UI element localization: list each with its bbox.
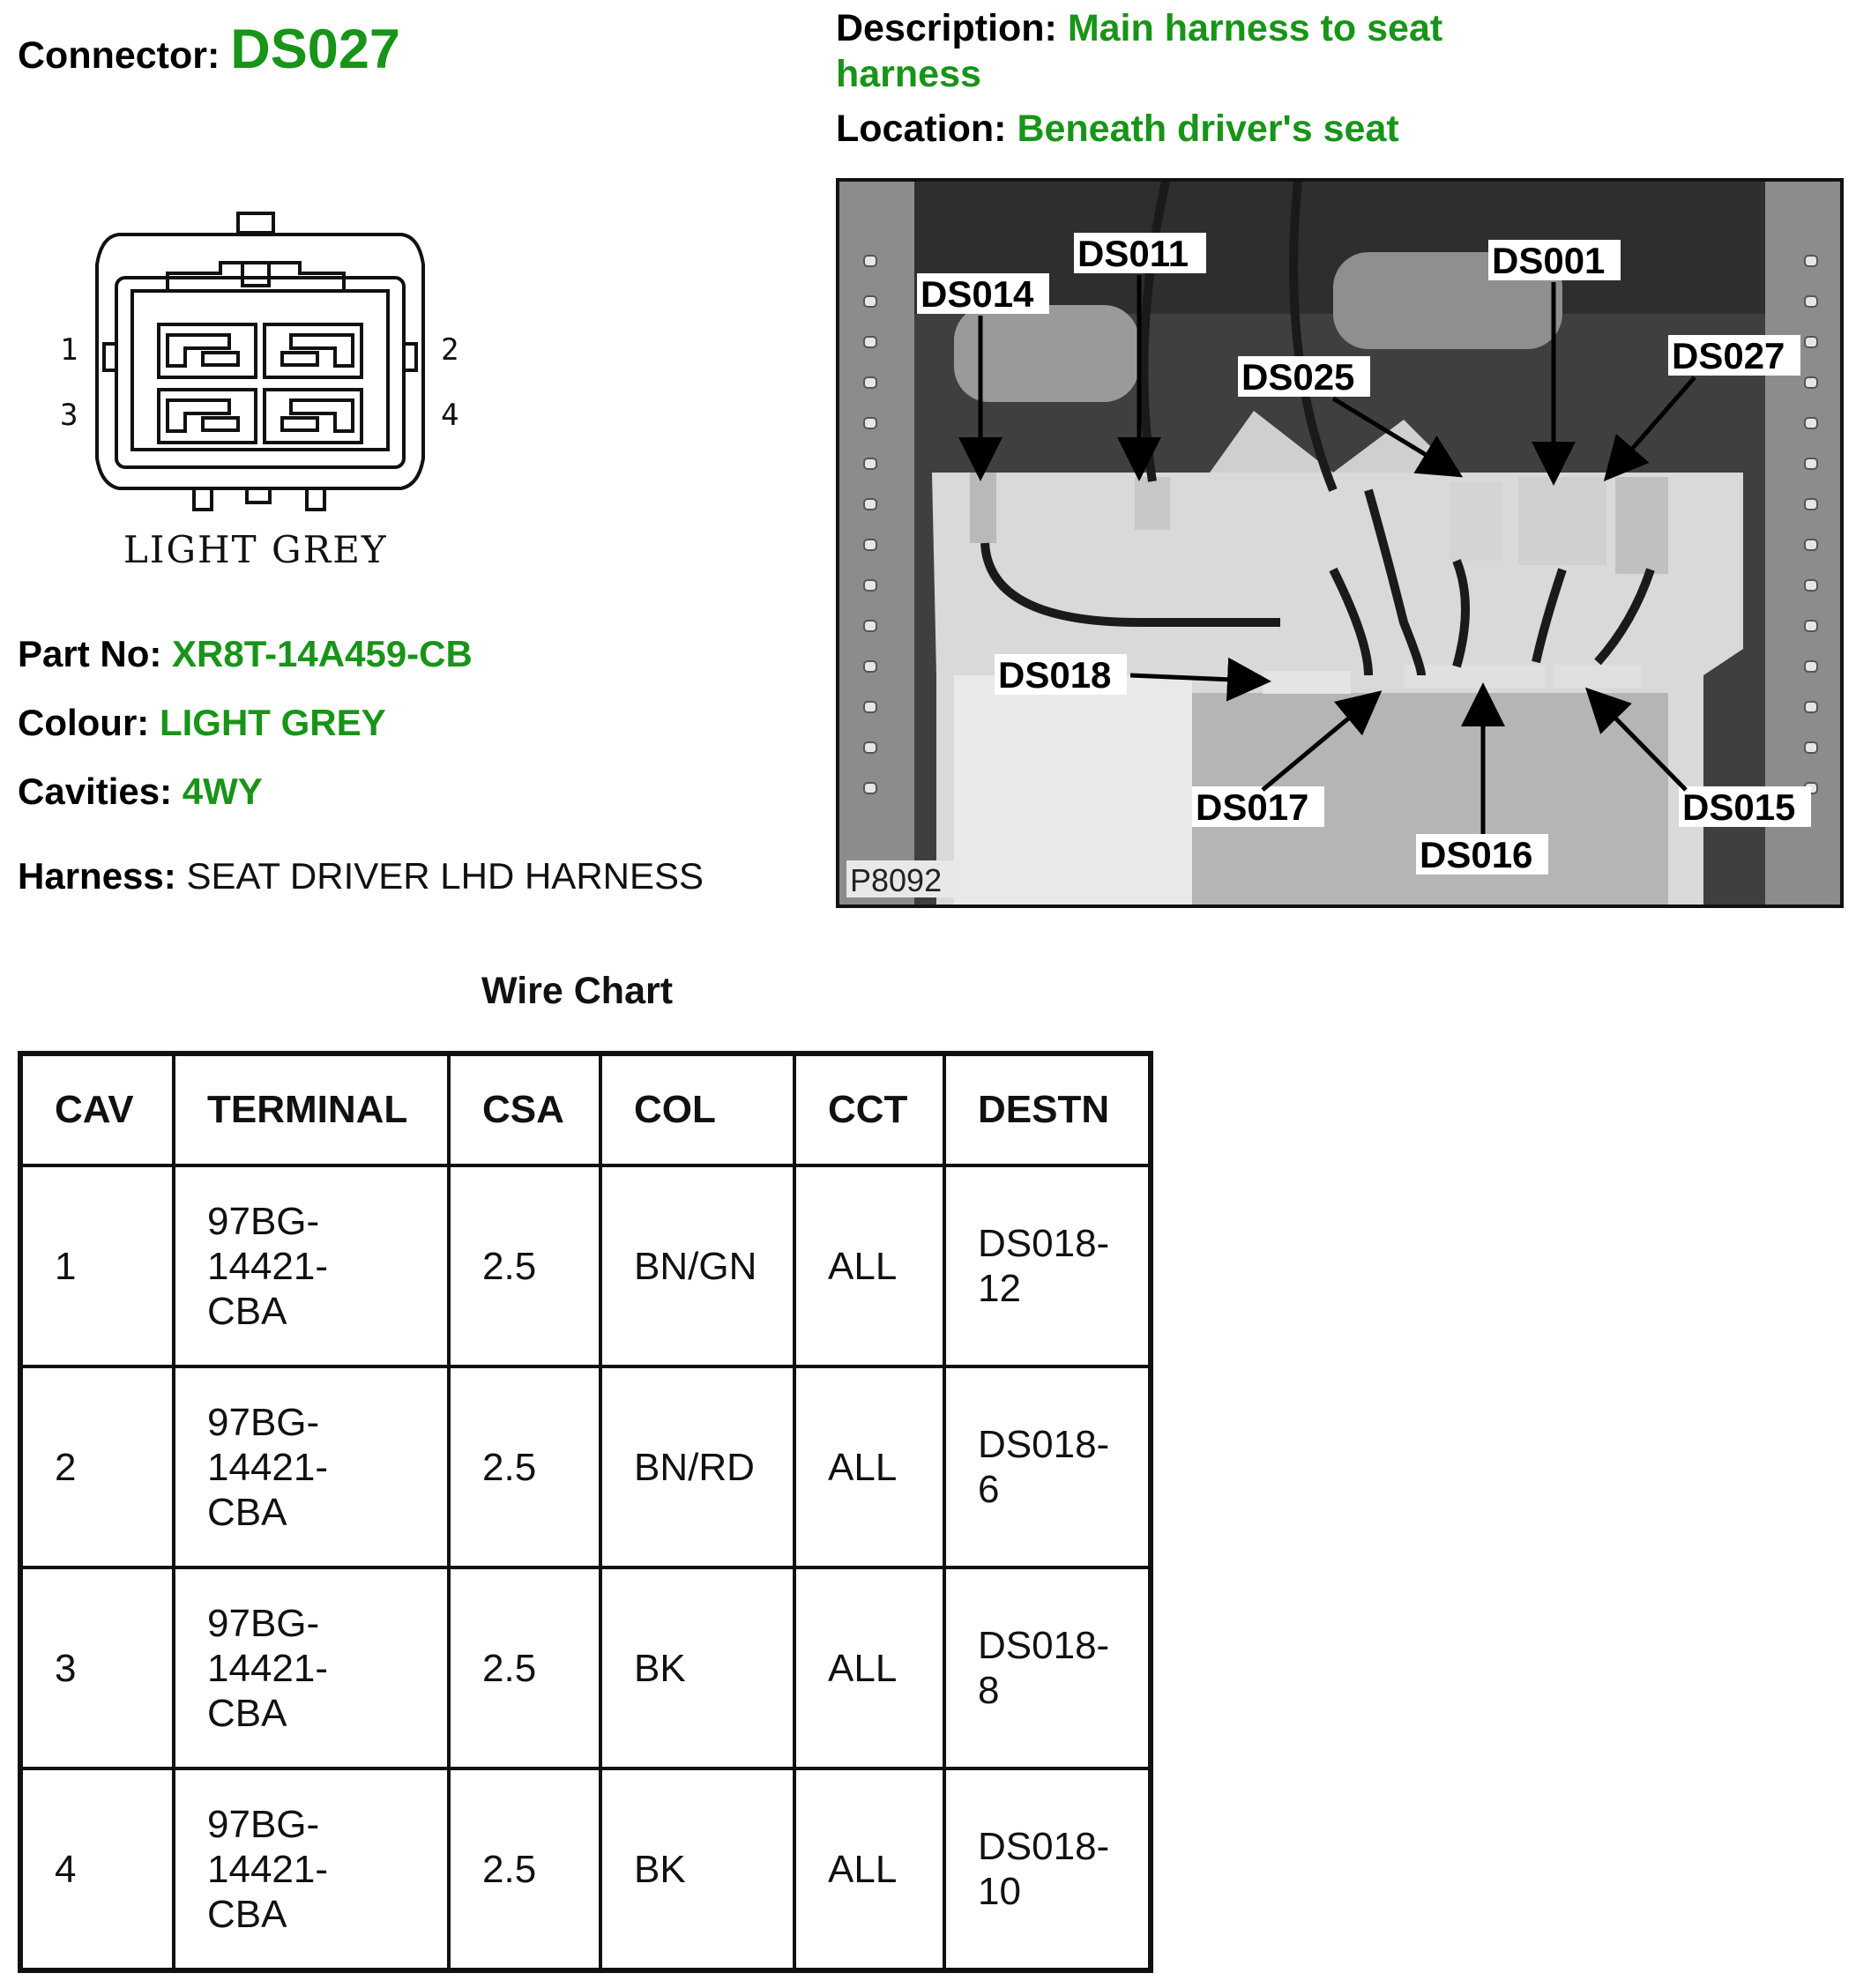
table-row — [20, 1366, 1151, 1567]
figure-id: P8092 — [850, 862, 943, 898]
description-label: Description: — [836, 7, 1057, 49]
wire-chart-table — [18, 1051, 1153, 1973]
table-header-row — [20, 1054, 1151, 1165]
part-number — [18, 633, 473, 675]
callout-ds018: DS018 — [998, 654, 1112, 696]
location-label: Location: — [836, 108, 1007, 150]
part-number-label: Part No: — [18, 633, 162, 674]
cell-cav: 3 — [20, 1567, 174, 1768]
cell-destn: DS018- 8 — [944, 1567, 1151, 1768]
cell-csa: 2.5 — [449, 1366, 600, 1567]
header-destn: DESTN — [944, 1054, 1151, 1165]
header-cav: CAV — [20, 1054, 174, 1165]
location-value: Beneath driver's seat — [1017, 108, 1399, 150]
cavities — [18, 771, 263, 813]
description — [836, 5, 1559, 97]
header-csa: CSA — [449, 1054, 600, 1165]
callout-ds017: DS017 — [1196, 786, 1309, 828]
cell-csa: 2.5 — [449, 1165, 600, 1366]
header-col: COL — [600, 1054, 794, 1165]
cell-destn: DS018- 6 — [944, 1366, 1151, 1567]
cell-col: BK — [600, 1567, 794, 1768]
connector-id: DS027 — [230, 19, 400, 80]
cell-terminal: 97BG- 14421- CBA — [174, 1366, 449, 1567]
harness-value: SEAT DRIVER LHD HARNESS — [186, 855, 704, 897]
cell-cct: ALL — [794, 1768, 944, 1970]
pinout-colour-caption: LIGHT GREY — [123, 528, 388, 571]
pin-number-1: 1 — [60, 332, 78, 368]
colour — [18, 702, 386, 744]
pin-number-4: 4 — [441, 398, 459, 433]
connector-label: Connector: — [18, 34, 220, 77]
connector-pinout-diagram — [53, 203, 511, 591]
callout-ds015: DS015 — [1682, 786, 1796, 828]
cell-col: BN/RD — [600, 1366, 794, 1567]
colour-value: LIGHT GREY — [159, 702, 386, 743]
callout-ds027: DS027 — [1672, 335, 1785, 376]
cell-cct: ALL — [794, 1366, 944, 1567]
cell-cav: 2 — [20, 1366, 174, 1567]
part-number-value: XR8T-14A459-CB — [172, 633, 473, 674]
header-terminal: TERMINAL — [174, 1054, 449, 1165]
cell-cav: 1 — [20, 1165, 174, 1366]
table-row — [20, 1165, 1151, 1366]
callout-ds011: DS011 — [1077, 233, 1189, 274]
cell-csa: 2.5 — [449, 1567, 600, 1768]
wire-chart-title: Wire Chart — [481, 970, 674, 1012]
pin-number-3: 3 — [60, 398, 78, 433]
callout-ds014: DS014 — [921, 273, 1034, 315]
callout-ds016: DS016 — [1420, 834, 1533, 875]
harness-label: Harness: — [18, 855, 176, 897]
cell-cav: 4 — [20, 1768, 174, 1970]
table-row — [20, 1567, 1151, 1768]
header-cct: CCT — [794, 1054, 944, 1165]
cell-destn: DS018- 10 — [944, 1768, 1151, 1970]
description-value: Main harness to seat harness — [836, 7, 1443, 95]
cell-col: BK — [600, 1768, 794, 1970]
cell-terminal: 97BG- 14421- CBA — [174, 1165, 449, 1366]
callout-ds025: DS025 — [1241, 356, 1355, 398]
cavities-value: 4WY — [182, 771, 263, 812]
pin-number-2: 2 — [441, 332, 459, 368]
location — [836, 108, 1399, 151]
cell-cct: ALL — [794, 1165, 944, 1366]
cell-destn: DS018- 12 — [944, 1165, 1151, 1366]
location-photo — [836, 178, 1844, 908]
colour-label: Colour: — [18, 702, 150, 743]
harness — [18, 855, 704, 897]
connector-heading — [18, 18, 400, 81]
cell-cct: ALL — [794, 1567, 944, 1768]
table-row — [20, 1768, 1151, 1970]
location-photo-illustration — [839, 182, 1840, 905]
cell-terminal: 97BG- 14421- CBA — [174, 1567, 449, 1768]
cell-csa: 2.5 — [449, 1768, 600, 1970]
callout-ds001: DS001 — [1492, 240, 1606, 281]
cell-terminal: 97BG- 14421- CBA — [174, 1768, 449, 1970]
cell-col: BN/GN — [600, 1165, 794, 1366]
cavities-label: Cavities: — [18, 771, 173, 812]
